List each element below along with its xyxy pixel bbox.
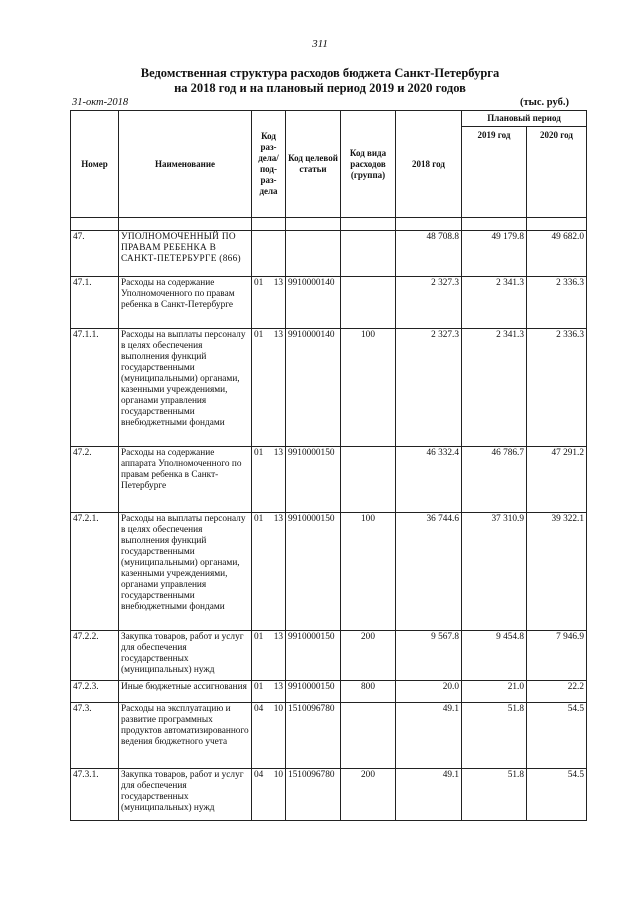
table-row [71,513,587,631]
row-razdel [252,447,286,513]
row-vid [341,231,396,277]
row-2020: 54.5 [527,769,587,821]
report-date: 31-окт-2018 [72,97,129,108]
header-2018: 2018 год [396,111,462,218]
row-2020: 47 291.2 [527,447,587,513]
row-2018: 48 708.8 [396,231,462,277]
row-razdel [252,769,286,821]
row-vid [341,447,396,513]
row-2019: 49 179.8 [462,231,527,277]
podrazdel-code: 13 [273,330,283,340]
header-target: Код целевой статьи [286,111,341,218]
table-row [71,447,587,513]
row-2018: 49.1 [396,769,462,821]
row-target: 9910000150 [286,681,341,703]
row-target: 9910000150 [286,447,341,513]
row-razdel [252,681,286,703]
row-2018: 9 567.8 [396,631,462,681]
row-vid: 200 [341,769,396,821]
row-razdel [252,329,286,447]
row-2020: 2 336.3 [527,329,587,447]
row-razdel [252,231,286,277]
row-2019: 51.8 [462,703,527,769]
row-name: Расходы на содержание аппарата Уполномоченного по правам ребенка в Санкт-Петербурге [119,447,252,513]
podrazdel-code: 13 [273,632,283,642]
razdel-code: 01 [254,514,264,524]
razdel-code: 04 [254,704,264,714]
row-2019: 2 341.3 [462,277,527,329]
row-razdel [252,513,286,631]
row-2020: 54.5 [527,703,587,769]
header-2020: 2020 год [527,127,587,218]
header-number: Номер [71,111,119,218]
row-number: 47.3.1. [71,769,119,821]
row-2018: 2 327.3 [396,277,462,329]
podrazdel-code: 10 [273,704,283,714]
row-2018: 46 332.4 [396,447,462,513]
page-number: 311 [312,38,328,50]
podrazdel-code: 13 [273,448,283,458]
podrazdel-code: 13 [273,682,283,692]
table-body [71,231,587,821]
row-2019: 37 310.9 [462,513,527,631]
title-line-1: Ведомственная структура расходов бюджета Санкт-Петербурга [140,66,500,80]
row-target: 9910000150 [286,631,341,681]
header-vid: Код вида расходов (группа) [341,111,396,218]
row-vid: 800 [341,681,396,703]
razdel-code: 04 [254,770,264,780]
row-2020: 22.2 [527,681,587,703]
row-target [286,231,341,277]
header-name: Наименование [119,111,252,218]
row-name: Иные бюджетные ассигнования [119,681,252,703]
row-name: Расходы на выплаты персоналу в целях обеспечения выполнения функций государственными (муниципальными) органами, казенными учреждениями, органами управления государственными внебюджетными фондами [119,329,252,447]
header-planned: Плановый период [462,111,587,127]
row-number: 47.3. [71,703,119,769]
row-name: Расходы на содержание Уполномоченного по правам ребенка в Санкт-Петербурге [119,277,252,329]
row-number: 47.1.1. [71,329,119,447]
table-row [71,681,587,703]
row-name: Закупка товаров, работ и услуг для обеспечения государственных (муниципальных) нужд [119,769,252,821]
row-target: 9910000140 [286,329,341,447]
row-2020: 7 946.9 [527,631,587,681]
table-row [71,231,587,277]
table-row [71,277,587,329]
document-title [0,66,640,96]
row-2019: 51.8 [462,769,527,821]
row-name: УПОЛНОМОЧЕННЫЙ ПО ПРАВАМ РЕБЕНКА В САНКТ-ПЕТЕРБУРГЕ (866) [119,231,252,277]
header-2019: 2019 год [462,127,527,218]
row-2020: 39 322.1 [527,513,587,631]
podrazdel-code: 13 [273,278,283,288]
row-number: 47.1. [71,277,119,329]
row-2020: 2 336.3 [527,277,587,329]
podrazdel-code: 10 [273,770,283,780]
units-label: (тыс. руб.) [520,97,569,108]
row-vid: 100 [341,513,396,631]
table-row [71,631,587,681]
table-row [71,703,587,769]
row-number: 47.2. [71,447,119,513]
row-target: 9910000150 [286,513,341,631]
razdel-code: 01 [254,448,264,458]
row-2019: 2 341.3 [462,329,527,447]
row-number: 47. [71,231,119,277]
row-razdel [252,631,286,681]
row-name: Расходы на эксплуатацию и развитие программных продуктов автоматизированного ведения бюджетного учета [119,703,252,769]
row-2018: 20.0 [396,681,462,703]
row-number: 47.2.2. [71,631,119,681]
razdel-code: 01 [254,278,264,288]
row-2019: 21.0 [462,681,527,703]
row-2020: 49 682.0 [527,231,587,277]
row-target: 9910000140 [286,277,341,329]
razdel-code: 01 [254,682,264,692]
title-line-2: на 2018 год и на плановый период 2019 и 2020 годов [174,81,466,95]
podrazdel-code: 13 [273,514,283,524]
row-vid: 200 [341,631,396,681]
row-target: 1510096780 [286,769,341,821]
row-vid [341,277,396,329]
row-target: 1510096780 [286,703,341,769]
row-number: 47.2.3. [71,681,119,703]
header-razdel: Код раз- дела/ под- раз- дела [252,111,286,218]
row-vid [341,703,396,769]
row-2019: 46 786.7 [462,447,527,513]
row-2019: 9 454.8 [462,631,527,681]
row-razdel [252,277,286,329]
table-row [71,769,587,821]
row-2018: 49.1 [396,703,462,769]
row-vid: 100 [341,329,396,447]
row-2018: 2 327.3 [396,329,462,447]
budget-table [70,110,587,821]
row-number: 47.2.1. [71,513,119,631]
row-razdel [252,703,286,769]
table-row [71,329,587,447]
row-name: Расходы на выплаты персоналу в целях обеспечения выполнения функций государственными (муниципальными) органами, казенными учреждениями, органами управления государственными внебюджетными фондами [119,513,252,631]
row-name: Закупка товаров, работ и услуг для обеспечения государственных (муниципальных) нужд [119,631,252,681]
razdel-code: 01 [254,632,264,642]
row-2018: 36 744.6 [396,513,462,631]
razdel-code: 01 [254,330,264,340]
